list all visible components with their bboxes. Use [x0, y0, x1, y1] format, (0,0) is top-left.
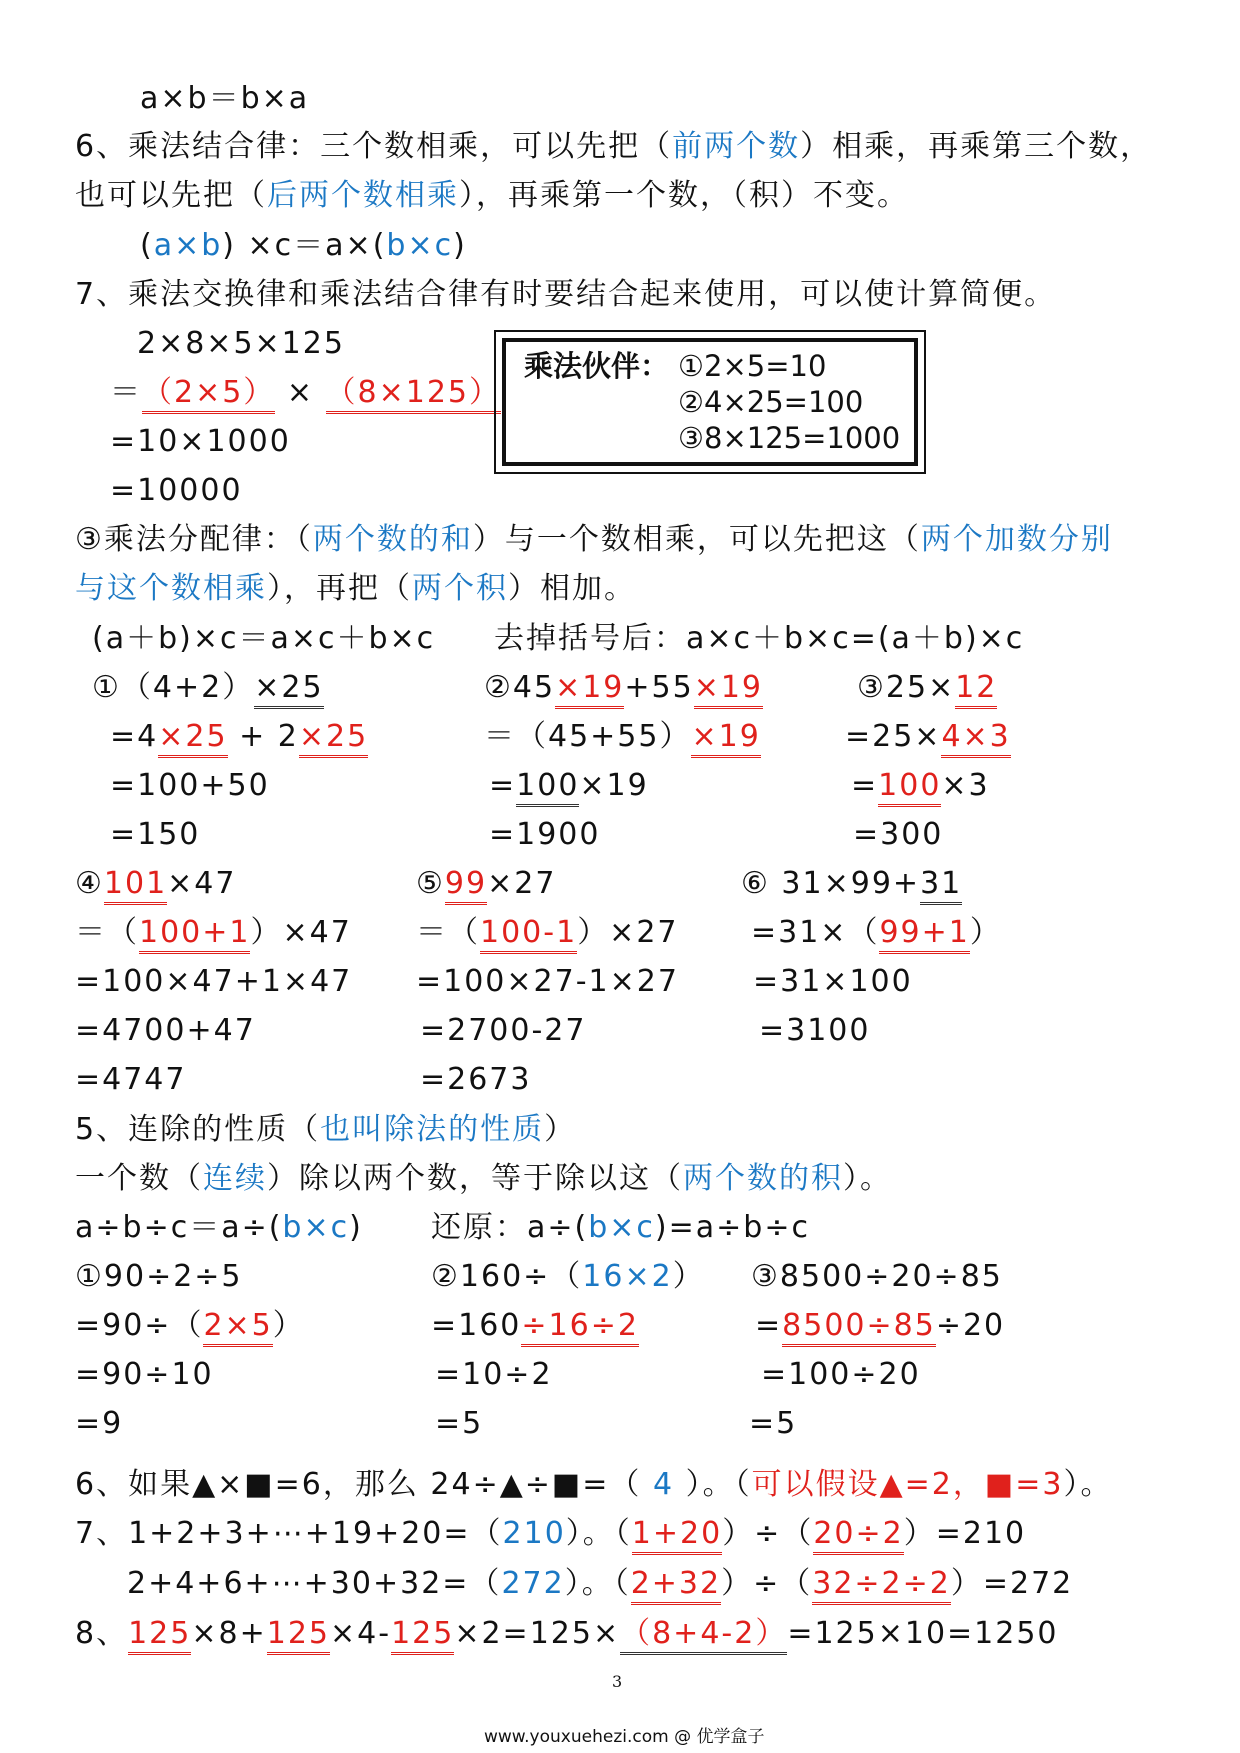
example1-step1: 2×8×5×125 [137, 326, 345, 361]
division-reverse-formula: 还原：a÷(b×c)=a÷b÷c [431, 1210, 810, 1245]
problem2-step3: =100×19 [489, 766, 649, 806]
problem4-step3: =100×47+1×47 [75, 964, 353, 999]
problem6-step2: =31×（99+1） [751, 913, 1002, 953]
problem3-step3: =100×3 [851, 766, 990, 806]
problem3-step2: =25×4×3 [845, 717, 1011, 757]
division3-step2: =8500÷85÷20 [755, 1306, 1005, 1346]
associative-law-line2: 也可以先把（后两个数相乘），再乘第一个数，（积）不变。 [75, 178, 909, 213]
division-heading: 5、连除的性质（也叫除法的性质） [75, 1112, 577, 1147]
problem2-step4: =1900 [489, 817, 601, 852]
division1-step4: =9 [75, 1406, 124, 1441]
commutative-formula: a×b＝b×a [140, 81, 310, 116]
multiplication-partners-box [494, 330, 926, 474]
problem5-step3: =100×27-1×27 [416, 964, 679, 999]
box-item-2: ②4×25=100 [678, 385, 864, 419]
problem6-step3: =31×100 [753, 964, 913, 999]
problem1-step1: ①（4+2）×25 [92, 668, 324, 708]
problem4-step2: ＝（100+1）×47 [75, 913, 352, 953]
problem5-step5: =2673 [420, 1062, 532, 1097]
problem6-step1: ⑥ 31×99+31 [741, 864, 962, 904]
division2-step3: =10÷2 [435, 1357, 553, 1392]
example1-step4: =10000 [110, 473, 243, 508]
problem4-step4: =4700+47 [75, 1013, 256, 1048]
question7-line1: 7、1+2+3+⋯+19+20=（210）。（1+20）÷（20÷2）=210 [75, 1514, 1026, 1554]
division2-step4: =5 [435, 1406, 484, 1441]
example1-step3: =10×1000 [110, 424, 291, 459]
box-title: 乘法伙伴： [524, 349, 670, 383]
division1-step3: =90÷10 [75, 1357, 214, 1392]
problem5-step2: ＝（100-1）×27 [416, 913, 679, 953]
question8: 8、125×8+125×4-125×2=125×（8+4-2）=125×10=1250 [75, 1614, 1059, 1654]
problem6-step4: =3100 [759, 1013, 871, 1048]
question6: 6、如果▲×■=6，那么 24÷▲÷■=（ 4 ）。（可以假设▲=2，■=3）。 [75, 1467, 1113, 1502]
problem1-step4: =150 [110, 817, 201, 852]
division-formula: a÷b÷c＝a÷(b×c) [75, 1210, 363, 1245]
problem1-step2: =4×25 + 2×25 [110, 717, 368, 757]
division-rule: 一个数（连续）除以两个数，等于除以这（两个数的积）。 [75, 1161, 892, 1196]
associative-formula: (a×b) ×c＝a×(b×c) [140, 228, 467, 263]
box-item-1: ①2×5=10 [678, 349, 827, 383]
division3-step1: ③8500÷20÷85 [751, 1259, 1003, 1294]
distributive-law-line2: 与这个数相乘），再把（两个积）相加。 [75, 571, 636, 606]
box-item-3: ③8×125=1000 [678, 421, 901, 455]
associative-law-line1: 6、乘法结合律：三个数相乘，可以先把（前两个数）相乘，再乘第三个数， [75, 129, 1153, 164]
footer-watermark: www.youxuehezi.com @ 优学盒子 [484, 1727, 765, 1747]
division2-step2: =160÷16÷2 [431, 1306, 639, 1346]
division3-step4: =5 [749, 1406, 798, 1441]
example1-step2: ＝（2×5） × （8×125） [110, 373, 501, 413]
division3-step3: =100÷20 [761, 1357, 921, 1392]
distributive-formula: (a＋b)×c＝a×c＋b×c [92, 621, 436, 656]
distributive-reverse-formula: 去掉括号后：a×c＋b×c=(a＋b)×c [494, 621, 1025, 656]
problem4-step1: ④101×47 [75, 864, 236, 904]
problem4-step5: =4747 [75, 1062, 187, 1097]
problem5-step1: ⑤99×27 [416, 864, 556, 904]
division2-step1: ②160÷（16×2） [431, 1259, 705, 1294]
problem1-step3: =100+50 [110, 768, 270, 803]
page-number: 3 [612, 1672, 623, 1691]
problem2-step1: ②45×19+55×19 [484, 668, 763, 708]
problem3-step1: ③25×12 [857, 668, 997, 708]
problem2-step2: ＝（45+55）×19 [484, 717, 761, 757]
division1-step1: ①90÷2÷5 [75, 1259, 243, 1294]
problem3-step4: =300 [853, 817, 944, 852]
distributive-law-line1: ③乘法分配律：（两个数的和）与一个数相乘，可以先把这（两个加数分别 [75, 522, 1113, 557]
division1-step2: =90÷（2×5） [75, 1306, 305, 1346]
question7-line2: 2+4+6+⋯+30+32=（272）。（2+32）÷（32÷2÷2）=272 [127, 1564, 1073, 1604]
problem5-step4: =2700-27 [420, 1013, 587, 1048]
combined-use-heading: 7、乘法交换律和乘法结合律有时要结合起来使用，可以使计算简便。 [75, 277, 1057, 312]
